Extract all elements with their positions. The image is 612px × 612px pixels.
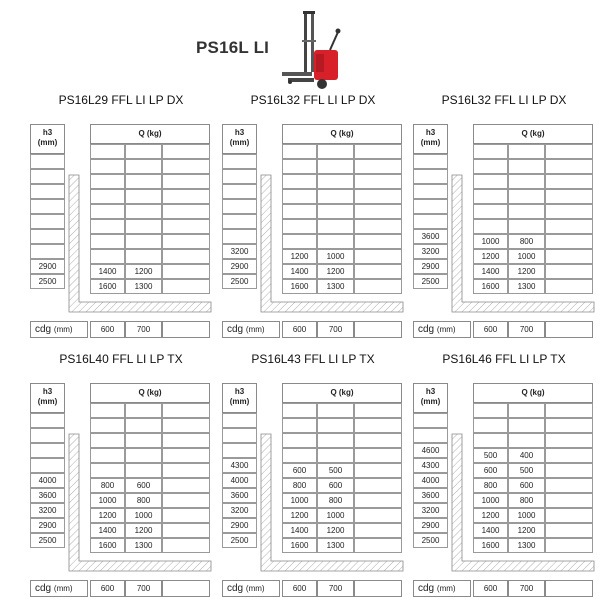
capacity-cell xyxy=(125,418,162,433)
cdg-cell: 600 xyxy=(282,580,317,597)
h3-header: h3 (mm) xyxy=(30,124,65,154)
capacity-cell: 1200 xyxy=(125,264,162,279)
h3-cell xyxy=(222,169,257,184)
capacity-cell xyxy=(473,159,508,174)
capacity-header: Q (kg) xyxy=(90,383,210,403)
h3-cell xyxy=(222,229,257,244)
h3-header: h3 (mm) xyxy=(413,383,448,413)
capacity-cell: 1400 xyxy=(90,523,125,538)
capacity-cell xyxy=(508,418,545,433)
cdg-cell xyxy=(162,580,210,597)
cdg-row xyxy=(413,580,593,597)
capacity-cell: 600 xyxy=(317,478,354,493)
capacity-cell: 600 xyxy=(473,463,508,478)
capacity-cell xyxy=(473,144,508,159)
capacity-cell xyxy=(317,144,354,159)
capacity-cell xyxy=(282,418,317,433)
cdg-label: cdg (mm) xyxy=(222,321,280,338)
h3-cell xyxy=(413,413,448,428)
h3-cell: 3200 xyxy=(222,503,257,518)
capacity-cell xyxy=(354,159,402,174)
h3-cell: 3200 xyxy=(413,244,448,259)
h3-cell xyxy=(30,413,65,428)
h3-cell xyxy=(222,413,257,428)
h3-cell: 4600 xyxy=(413,443,448,458)
fork-diagram xyxy=(260,174,404,316)
capacity-cell xyxy=(125,159,162,174)
capacity-cell: 1000 xyxy=(508,508,545,523)
capacity-cell xyxy=(90,418,125,433)
cdg-label: cdg (mm) xyxy=(30,321,88,338)
capacity-cell: 1400 xyxy=(473,523,508,538)
capacity-cell xyxy=(545,418,593,433)
capacity-cell: 1200 xyxy=(508,523,545,538)
cdg-cell: 700 xyxy=(125,321,162,338)
cdg-cell: 700 xyxy=(508,580,545,597)
load-chart xyxy=(222,352,404,594)
cdg-cell xyxy=(354,321,402,338)
capacity-cell xyxy=(545,403,593,418)
h3-cell xyxy=(30,458,65,473)
cdg-cell: 700 xyxy=(317,321,354,338)
capacity-cell: 1300 xyxy=(317,538,354,553)
capacity-cell: 1000 xyxy=(473,234,508,249)
load-chart xyxy=(413,352,595,594)
load-chart xyxy=(30,93,212,335)
capacity-cell: 1000 xyxy=(508,249,545,264)
h3-cell xyxy=(222,428,257,443)
capacity-cell: 1000 xyxy=(282,493,317,508)
capacity-cell: 1200 xyxy=(473,249,508,264)
capacity-cell: 800 xyxy=(473,478,508,493)
cdg-cell: 700 xyxy=(508,321,545,338)
cdg-label: cdg (mm) xyxy=(413,321,471,338)
h3-cell xyxy=(413,428,448,443)
capacity-cell: 1400 xyxy=(282,523,317,538)
capacity-cell xyxy=(508,144,545,159)
cdg-cell: 700 xyxy=(125,580,162,597)
capacity-cell: 1600 xyxy=(473,538,508,553)
capacity-cell xyxy=(317,418,354,433)
capacity-cell: 1200 xyxy=(282,508,317,523)
capacity-cell: 1000 xyxy=(317,249,354,264)
capacity-cell: 800 xyxy=(508,493,545,508)
h3-cell xyxy=(413,154,448,169)
load-chart xyxy=(413,93,595,335)
cdg-cell xyxy=(545,321,593,338)
capacity-cell xyxy=(125,403,162,418)
capacity-cell xyxy=(282,159,317,174)
h3-cell: 2900 xyxy=(30,518,65,533)
h3-header: h3 (mm) xyxy=(413,124,448,154)
capacity-cell: 1000 xyxy=(317,508,354,523)
capacity-cell: 1000 xyxy=(125,508,162,523)
h3-cell: 2500 xyxy=(413,274,448,289)
capacity-cell: 800 xyxy=(317,493,354,508)
capacity-cell: 800 xyxy=(508,234,545,249)
h3-cell xyxy=(30,428,65,443)
h3-cell: 2500 xyxy=(413,533,448,548)
capacity-header: Q (kg) xyxy=(282,124,402,144)
cdg-label: cdg (mm) xyxy=(413,580,471,597)
h3-cell: 3200 xyxy=(413,503,448,518)
capacity-cell xyxy=(508,403,545,418)
capacity-cell xyxy=(508,159,545,174)
cdg-row xyxy=(30,321,210,338)
capacity-cell: 1200 xyxy=(90,508,125,523)
capacity-cell: 1600 xyxy=(282,279,317,294)
capacity-cell xyxy=(162,144,210,159)
h3-cell xyxy=(413,184,448,199)
chart-title: PS16L32 FFL LI LP DX xyxy=(250,93,376,107)
h3-cell: 2500 xyxy=(222,274,257,289)
capacity-cell: 1400 xyxy=(282,264,317,279)
h3-cell: 2900 xyxy=(413,259,448,274)
h3-cell xyxy=(222,443,257,458)
capacity-cell xyxy=(317,403,354,418)
h3-cell xyxy=(30,229,65,244)
capacity-cell: 1000 xyxy=(473,493,508,508)
page-title: PS16L LI xyxy=(196,38,270,57)
h3-header: h3 (mm) xyxy=(222,124,257,154)
capacity-cell: 1400 xyxy=(90,264,125,279)
h3-cell: 3600 xyxy=(413,229,448,244)
capacity-cell: 1300 xyxy=(125,538,162,553)
h3-cell: 3600 xyxy=(30,488,65,503)
capacity-cell: 800 xyxy=(282,478,317,493)
h3-header: h3 (mm) xyxy=(30,383,65,413)
cdg-cell: 700 xyxy=(317,580,354,597)
capacity-cell: 800 xyxy=(125,493,162,508)
h3-cell xyxy=(222,184,257,199)
h3-cell: 2900 xyxy=(222,518,257,533)
chart-title: PS16L32 FFL LI LP DX xyxy=(441,93,567,107)
h3-cell: 4300 xyxy=(222,458,257,473)
h3-header: h3 (mm) xyxy=(222,383,257,413)
capacity-cell: 1200 xyxy=(508,264,545,279)
capacity-cell: 1600 xyxy=(90,279,125,294)
cdg-row xyxy=(413,321,593,338)
capacity-cell xyxy=(545,144,593,159)
fork-diagram xyxy=(451,174,595,316)
capacity-cell xyxy=(354,418,402,433)
capacity-cell: 1300 xyxy=(508,538,545,553)
fork-diagram xyxy=(68,174,212,316)
h3-cell: 2500 xyxy=(30,533,65,548)
capacity-cell: 600 xyxy=(125,478,162,493)
cdg-cell xyxy=(162,321,210,338)
capacity-cell: 1200 xyxy=(473,508,508,523)
cdg-row xyxy=(30,580,210,597)
h3-cell xyxy=(30,214,65,229)
cdg-row xyxy=(222,321,402,338)
capacity-cell xyxy=(90,144,125,159)
h3-cell: 3200 xyxy=(30,503,65,518)
capacity-cell: 1600 xyxy=(282,538,317,553)
h3-cell: 4000 xyxy=(30,473,65,488)
capacity-cell: 1300 xyxy=(125,279,162,294)
load-chart xyxy=(30,352,212,594)
h3-cell xyxy=(413,214,448,229)
h3-cell xyxy=(222,154,257,169)
cdg-cell: 600 xyxy=(90,580,125,597)
capacity-cell: 500 xyxy=(317,463,354,478)
capacity-cell xyxy=(162,403,210,418)
capacity-cell: 1600 xyxy=(473,279,508,294)
h3-cell: 2500 xyxy=(222,533,257,548)
capacity-cell: 500 xyxy=(508,463,545,478)
h3-cell: 2900 xyxy=(413,518,448,533)
capacity-cell xyxy=(545,159,593,174)
cdg-cell: 600 xyxy=(282,321,317,338)
h3-cell: 3600 xyxy=(413,488,448,503)
capacity-cell xyxy=(473,418,508,433)
cdg-cell: 600 xyxy=(473,321,508,338)
chart-title: PS16L40 FFL LI LP TX xyxy=(59,352,183,366)
capacity-cell xyxy=(125,144,162,159)
capacity-cell: 1200 xyxy=(282,249,317,264)
h3-cell xyxy=(222,214,257,229)
chart-title: PS16L46 FFL LI LP TX xyxy=(442,352,566,366)
h3-cell: 2900 xyxy=(30,259,65,274)
capacity-header: Q (kg) xyxy=(282,383,402,403)
capacity-cell xyxy=(162,418,210,433)
capacity-cell: 1300 xyxy=(317,279,354,294)
cdg-cell: 600 xyxy=(90,321,125,338)
h3-cell: 2500 xyxy=(30,274,65,289)
h3-cell xyxy=(30,154,65,169)
capacity-header: Q (kg) xyxy=(473,124,593,144)
cdg-cell: 600 xyxy=(473,580,508,597)
capacity-cell: 1200 xyxy=(317,523,354,538)
h3-cell: 3200 xyxy=(222,244,257,259)
fork-diagram xyxy=(260,433,404,575)
capacity-cell xyxy=(473,403,508,418)
capacity-cell xyxy=(162,159,210,174)
cdg-cell xyxy=(354,580,402,597)
fork-diagram xyxy=(68,433,212,575)
cdg-cell xyxy=(545,580,593,597)
h3-cell xyxy=(413,199,448,214)
capacity-cell: 600 xyxy=(282,463,317,478)
capacity-header: Q (kg) xyxy=(473,383,593,403)
h3-cell: 3600 xyxy=(222,488,257,503)
cdg-row xyxy=(222,580,402,597)
h3-cell xyxy=(30,184,65,199)
capacity-cell xyxy=(90,159,125,174)
capacity-cell: 1400 xyxy=(473,264,508,279)
capacity-cell: 1200 xyxy=(125,523,162,538)
capacity-cell: 500 xyxy=(473,448,508,463)
h3-cell: 2900 xyxy=(222,259,257,274)
load-chart xyxy=(222,93,404,335)
h3-cell: 4000 xyxy=(413,473,448,488)
capacity-cell xyxy=(282,144,317,159)
chart-title: PS16L29 FFL LI LP DX xyxy=(58,93,184,107)
h3-cell xyxy=(30,199,65,214)
capacity-cell: 800 xyxy=(90,478,125,493)
h3-cell xyxy=(222,199,257,214)
capacity-cell: 400 xyxy=(508,448,545,463)
fork-diagram xyxy=(451,433,595,575)
capacity-cell xyxy=(317,159,354,174)
capacity-cell xyxy=(282,403,317,418)
capacity-cell: 600 xyxy=(508,478,545,493)
capacity-cell: 1200 xyxy=(317,264,354,279)
capacity-cell xyxy=(354,403,402,418)
cdg-label: cdg (mm) xyxy=(222,580,280,597)
h3-cell xyxy=(30,244,65,259)
capacity-header: Q (kg) xyxy=(90,124,210,144)
chart-title: PS16L43 FFL LI LP TX xyxy=(251,352,375,366)
cdg-label: cdg (mm) xyxy=(30,580,88,597)
capacity-cell: 1300 xyxy=(508,279,545,294)
h3-cell xyxy=(30,443,65,458)
capacity-cell: 1000 xyxy=(90,493,125,508)
capacity-cell: 1600 xyxy=(90,538,125,553)
capacity-cell xyxy=(90,403,125,418)
capacity-cell xyxy=(354,144,402,159)
h3-cell: 4000 xyxy=(222,473,257,488)
pallet-stacker-icon xyxy=(278,10,348,92)
h3-cell: 4300 xyxy=(413,458,448,473)
h3-cell xyxy=(30,169,65,184)
h3-cell xyxy=(413,169,448,184)
